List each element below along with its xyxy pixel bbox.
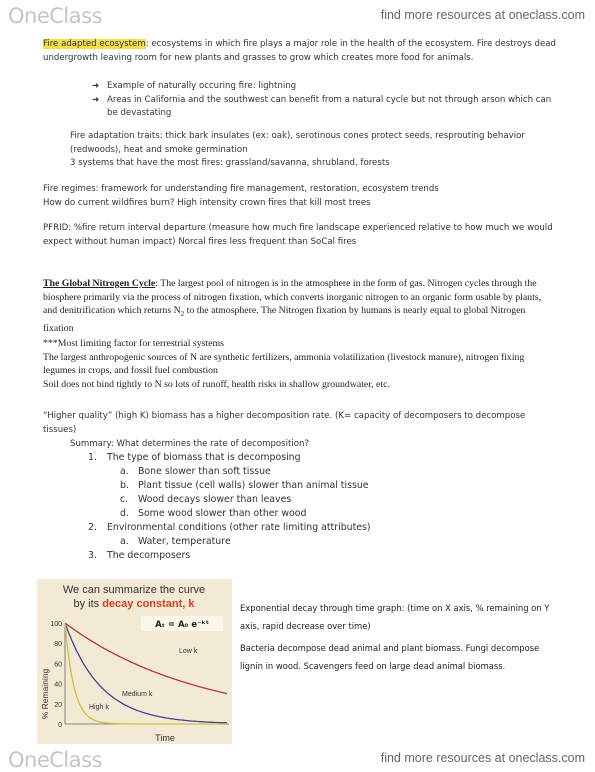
fire-traits-paragraph <box>70 130 550 171</box>
nitrogen-cycle-paragraph <box>43 277 556 335</box>
oneclass-footer-logo: OneClass <box>8 748 103 772</box>
item-number: d. <box>120 508 129 519</box>
decay-graph-caption: Exponential decay through time graph: (time on X axis, % remaining on Y axis, rapid decrease over time) <box>240 603 550 631</box>
item-number: c. <box>120 494 129 505</box>
fire-adapted-ecosystem-highlight: Fire adapted ecosystem <box>43 39 146 49</box>
item-number: b. <box>120 480 129 491</box>
y-tick-label: 60 <box>54 661 62 669</box>
list-item <box>88 480 548 494</box>
find-resources-link[interactable]: find more resources at oneclass.com <box>380 8 585 22</box>
decay-curve-figure <box>37 579 232 744</box>
decay-constant-label: decay constant, k <box>102 598 195 610</box>
list-item <box>88 536 548 550</box>
equation-text: Aₜ = A₀ e⁻ᵏᵗ <box>155 620 209 630</box>
decay-curve-svg <box>37 579 232 744</box>
nitrogen-notes <box>43 337 556 391</box>
curve-label: Low k <box>179 648 198 655</box>
bullet-text: Areas in California and the southwest can benefit from a natural cycle but not through arson which can be devastating <box>107 94 552 118</box>
item-text: Environmental conditions (other rate limiting attributes) <box>107 522 371 533</box>
decomposers-caption: Bacteria decompose dead animal and plant biomass. Fungi decompose lignin in wood. Scavengers feed on large dead animal biomass. <box>240 643 540 671</box>
wildfires-line: How do current wildfires burn? High intensity crown fires that kill most trees <box>43 197 371 208</box>
y-axis-label: % Remaining <box>40 668 50 720</box>
curve-label: Medium k <box>122 691 153 698</box>
anthropogenic-sources-line: The largest anthropogenic sources of N are synthetic fertilizers, ammonia volatilization (livestock manure), nitrogen fixing legumes in crops, and fossil fuel combustion <box>43 351 525 377</box>
nitrogen-cycle-title: The Global Nitrogen Cycle <box>43 278 156 289</box>
x-axis-label: Time <box>155 733 175 743</box>
y-tick-label: 80 <box>54 641 62 649</box>
bullet-text: Example of naturally occuring fire: lightning <box>107 81 297 91</box>
fire-regimes-paragraph <box>43 183 556 210</box>
list-item <box>92 80 552 94</box>
item-number: a. <box>120 466 129 477</box>
curve-label: High k <box>89 704 109 711</box>
summary-line: Summary: What determines the rate of decomposition? <box>70 439 310 449</box>
oneclass-logo: OneClass <box>8 4 103 28</box>
item-text: The type of biomass that is decomposing <box>107 452 301 463</box>
arrow-bullet-icon: ➜ <box>92 81 100 91</box>
figure-title-line2 <box>73 598 195 610</box>
nitrogen-text-a: : The largest pool of nitrogen is in the atmosphere in the form of gas. Nitrogen cycles through the biosphere primarily via the process of nitrogen fixation, which converts inorganic nitrogen to an organic form usable by plants, and denitrification which returns N <box>43 278 542 317</box>
list-item <box>88 452 548 466</box>
item-number: 2. <box>88 522 97 533</box>
fire-adaptation-traits: Fire adaptation traits: thick bark insulates (ex: oak), serotinous cones protect seeds, resprouting behavior (redwoods), heat and smoke germination <box>70 131 525 155</box>
item-text: Some wood slower than other wood <box>138 508 307 519</box>
nitrogen-text-b: to the atmosphere. The Nitrogen fixation by humans is nearly equal to global Nitrogen fixation <box>43 305 526 334</box>
pfrid-paragraph: PFRID: %fire return interval departure (measure how much fire landscape experienced relative to how much we would expect without human impact) Norcal fires less frequent than SoCal fires <box>43 223 553 247</box>
limiting-factor-line: ***Most limiting factor for terrestrial systems <box>43 338 224 349</box>
list-item <box>88 466 548 480</box>
fire-bullet-list <box>92 80 552 121</box>
quality-paragraph: “Higher quality” (high K) biomass has a higher decomposition rate. (K= capacity of decomposers to decompose tissues) <box>43 411 526 435</box>
item-number: a. <box>120 536 129 547</box>
list-item <box>88 494 548 508</box>
arrow-bullet-icon: ➜ <box>92 94 100 105</box>
y-tick-label: 40 <box>54 681 62 689</box>
list-item <box>92 94 552 121</box>
list-item <box>88 508 548 522</box>
y-tick-label: 20 <box>54 701 62 709</box>
item-text: Bone slower than soft tissue <box>138 466 271 477</box>
figure-title-prefix: by its <box>73 598 103 610</box>
fire-ecosystem-definition: : ecosystems in which fire plays a major role in the health of the ecosystem. Fire destroys dead undergrowth leaving room for new plants and grasses to grow which creates more food for animals. <box>43 39 556 63</box>
y-tick-label: 100 <box>50 621 62 628</box>
list-item <box>88 522 548 536</box>
decomposition-list <box>88 452 548 564</box>
item-text: Wood decays slower than leaves <box>138 494 292 505</box>
nitrogen-subscript: 2 <box>180 310 185 319</box>
figure-title-line1: We can summarize the curve <box>62 584 206 596</box>
list-item <box>88 550 548 564</box>
footer-resources-link[interactable]: find more resources at oneclass.com <box>380 751 585 765</box>
y-tick-label: 0 <box>58 722 62 729</box>
fire-systems-line: 3 systems that have the most fires: grassland/savanna, shrubland, forests <box>70 158 390 168</box>
item-text: The decomposers <box>107 550 191 561</box>
item-text: Water, temperature <box>138 536 231 547</box>
fire-regimes-line: Fire regimes: framework for understanding fire management, restoration, ecosystem trends <box>43 184 439 194</box>
fire-ecosystem-paragraph <box>43 38 556 65</box>
item-number: 3. <box>88 550 97 561</box>
item-text: Plant tissue (cell walls) slower than animal tissue <box>138 480 369 491</box>
item-number: 1. <box>88 452 97 463</box>
soil-runoff-line: Soil does not bind tightly to N so lots of runoff, health risks in shallow groundwater, etc. <box>43 378 390 390</box>
